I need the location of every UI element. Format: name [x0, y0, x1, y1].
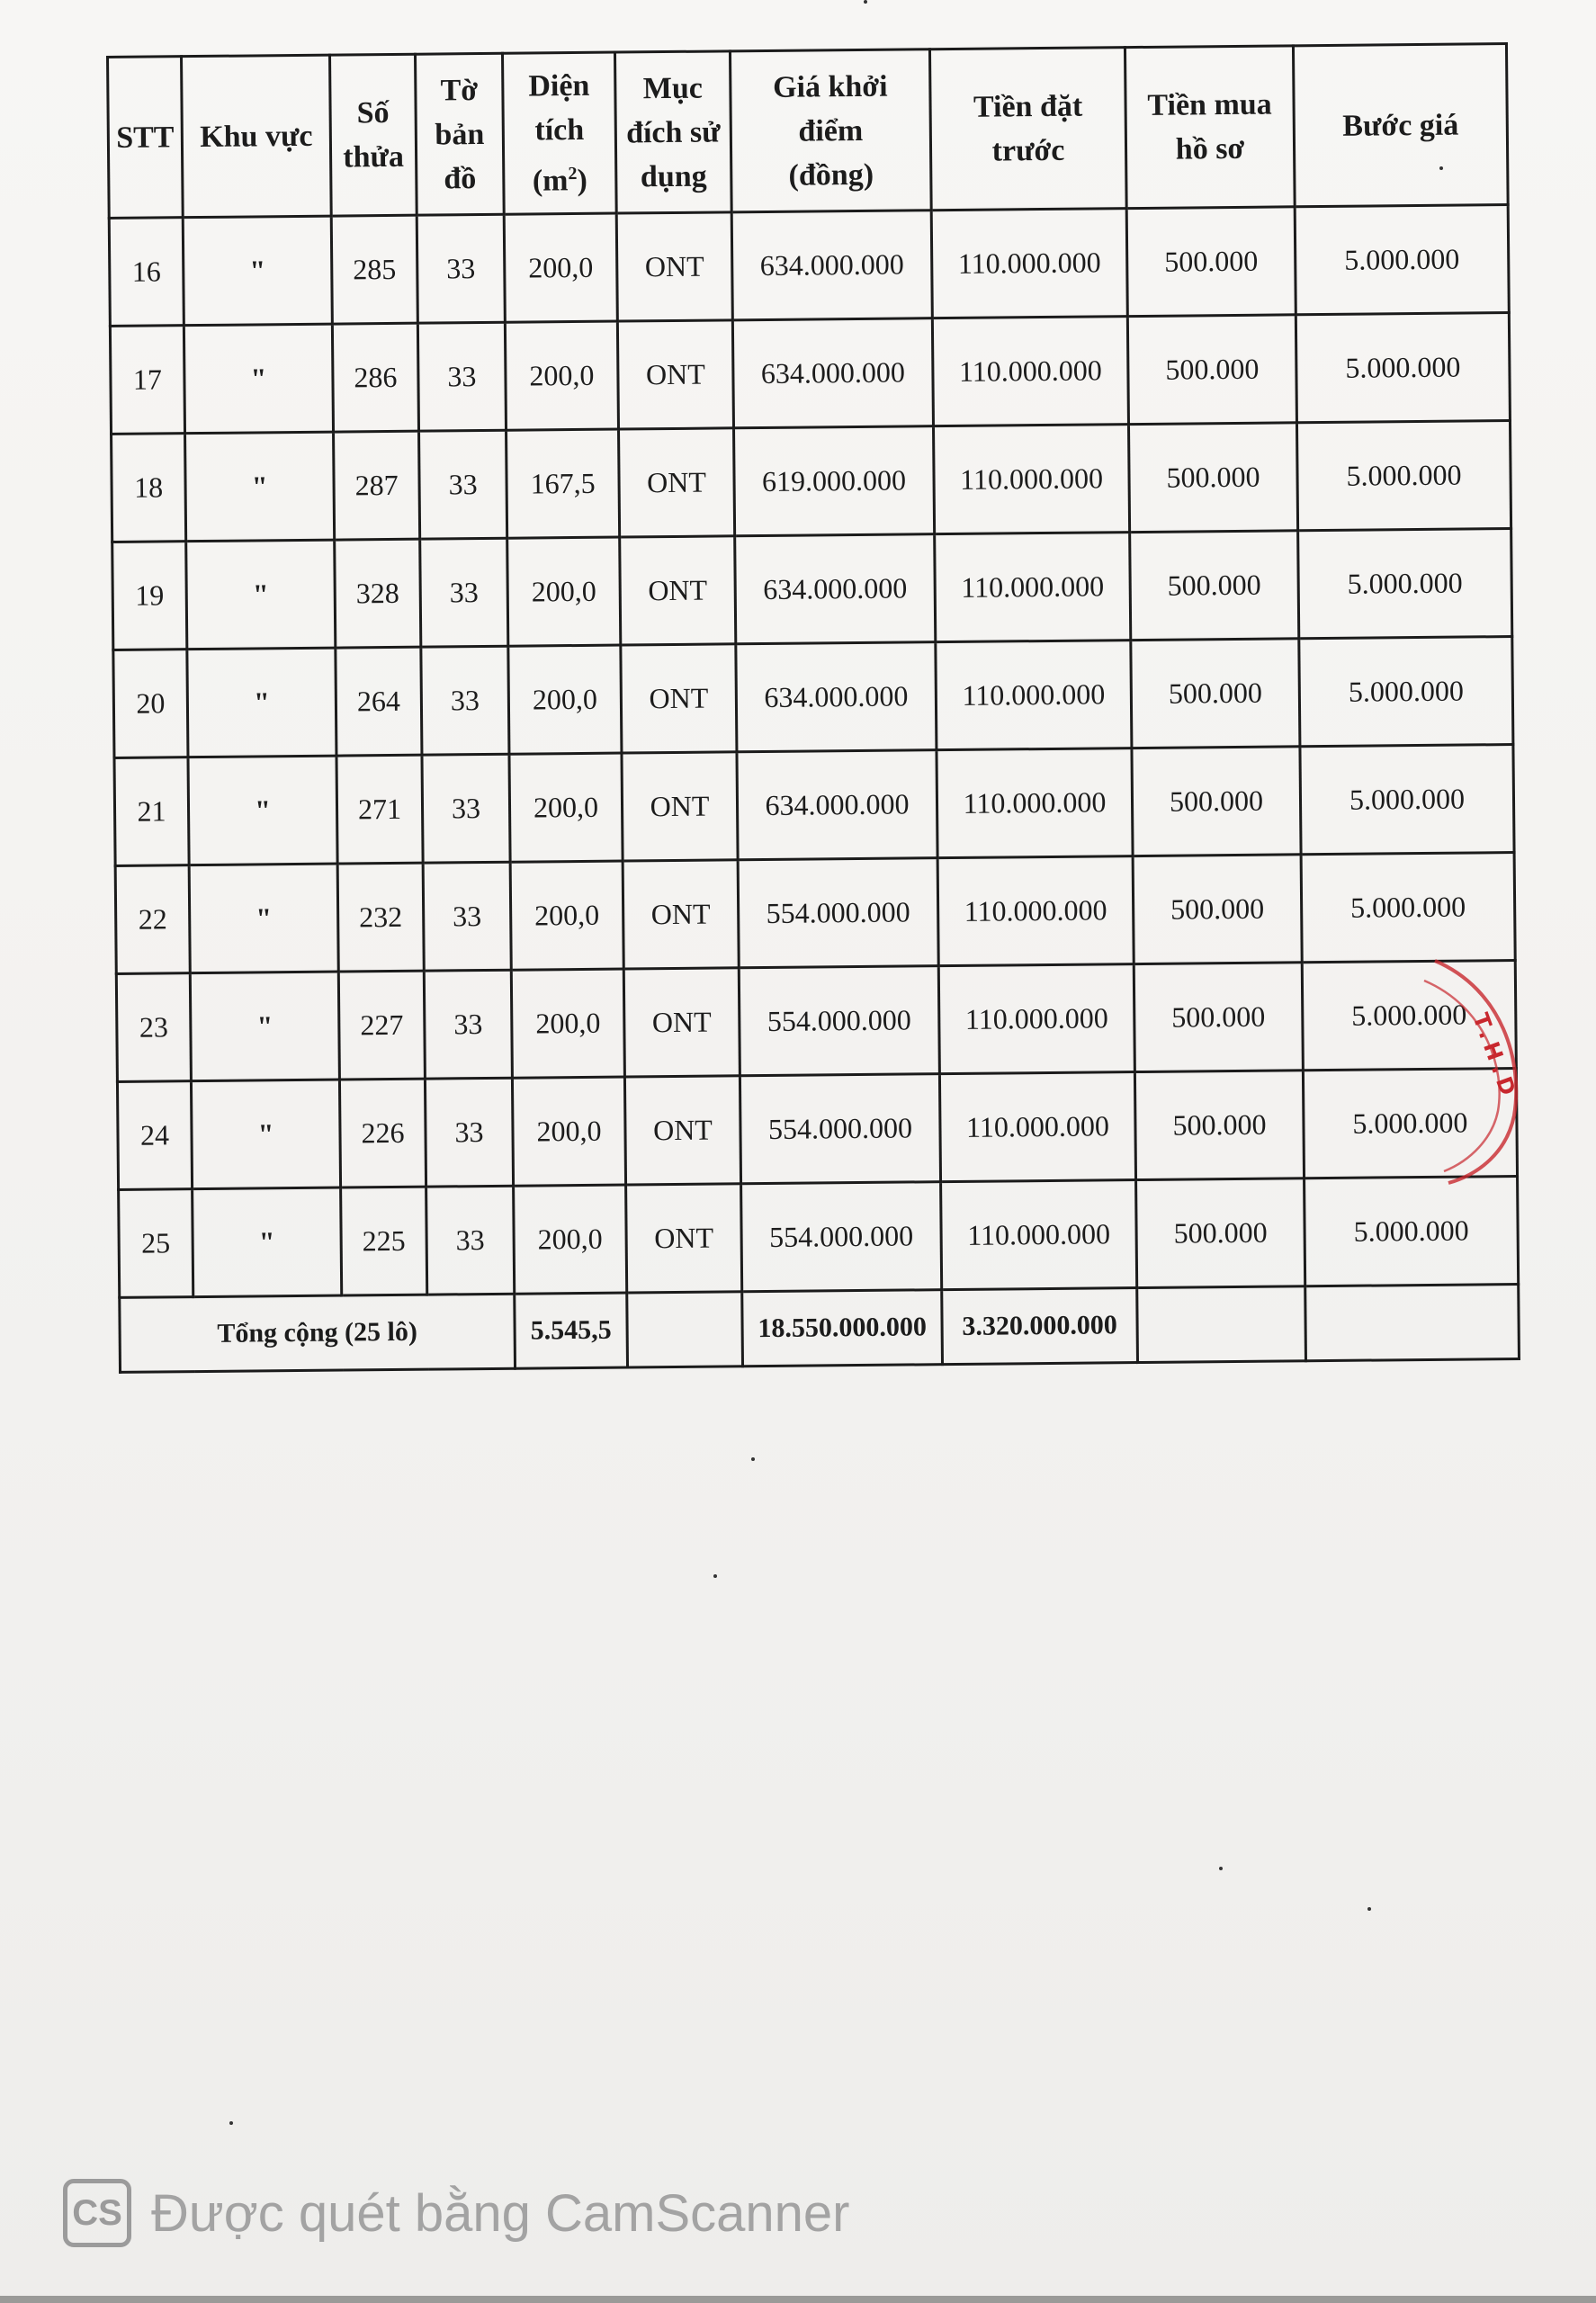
- cell-tien-mua-ho-so: 500.000: [1134, 1071, 1304, 1180]
- cell-buoc-gia: 5.000.000: [1299, 637, 1513, 747]
- cell-dien-tich: 200,0: [509, 753, 623, 862]
- cell-gia-khoi-diem: 634.000.000: [732, 318, 933, 428]
- cell-buoc-gia: 5.000.000: [1302, 961, 1516, 1071]
- table-row: [119, 1177, 1519, 1298]
- cell-stt: 17: [110, 326, 184, 435]
- cell-khu-vuc: ": [191, 1080, 340, 1189]
- cell-muc-dich: ONT: [616, 212, 732, 321]
- cell-tien-dat-truoc: 110.000.000: [932, 317, 1128, 426]
- total-buoc-gia-empty: [1305, 1284, 1520, 1360]
- total-label: Tổng cộng (25 lô): [120, 1294, 516, 1372]
- table-row: [117, 1069, 1517, 1190]
- cell-buoc-gia: 5.000.000: [1295, 205, 1509, 315]
- cell-so-thua: 271: [336, 755, 423, 864]
- cell-dien-tich: 200,0: [512, 1077, 625, 1186]
- cell-dien-tich: 200,0: [511, 969, 624, 1078]
- cell-to-ban-do: 33: [421, 646, 509, 755]
- cell-muc-dich: ONT: [626, 1184, 742, 1293]
- total-row: [120, 1284, 1520, 1372]
- cell-dien-tich: 200,0: [514, 1185, 627, 1294]
- cell-gia-khoi-diem: 634.000.000: [735, 534, 936, 644]
- auction-table-container: [106, 42, 1518, 1374]
- cell-stt: 21: [114, 757, 189, 866]
- cell-so-thua: 225: [341, 1187, 427, 1295]
- cell-tien-dat-truoc: 110.000.000: [938, 964, 1134, 1074]
- cell-gia-khoi-diem: 634.000.000: [737, 750, 937, 860]
- cell-so-thua: 226: [339, 1079, 426, 1187]
- cell-so-thua: 227: [338, 971, 425, 1080]
- cell-to-ban-do: 33: [420, 538, 508, 647]
- table-row: [109, 205, 1509, 327]
- cell-so-thua: 285: [331, 215, 417, 324]
- header-muc-dich: Mục đích sử dụng: [614, 51, 731, 213]
- table-row: [112, 529, 1512, 650]
- cell-gia-khoi-diem: 634.000.000: [736, 642, 937, 752]
- header-gia-khoi-diem: Giá khởi điểm (đồng): [730, 49, 931, 212]
- cell-muc-dich: ONT: [620, 536, 736, 645]
- scan-speck: [229, 2121, 233, 2125]
- cell-tien-dat-truoc: 110.000.000: [939, 1072, 1135, 1182]
- cell-tien-mua-ho-so: 500.000: [1132, 747, 1301, 856]
- cell-stt: 23: [116, 973, 191, 1082]
- table-body: [109, 205, 1518, 1298]
- scan-speck: [1439, 166, 1443, 170]
- cell-tien-dat-truoc: 110.000.000: [935, 533, 1131, 642]
- cell-stt: 19: [112, 542, 187, 650]
- table-row: [113, 637, 1513, 758]
- cell-buoc-gia: 5.000.000: [1305, 1177, 1519, 1286]
- cell-muc-dich: ONT: [617, 320, 733, 429]
- cell-gia-khoi-diem: 554.000.000: [740, 1074, 940, 1184]
- cell-khu-vuc: ": [183, 216, 332, 326]
- table-row: [112, 421, 1511, 542]
- cell-khu-vuc: ": [190, 972, 339, 1081]
- cell-gia-khoi-diem: 554.000.000: [741, 1182, 942, 1292]
- cell-so-thua: 328: [335, 539, 421, 648]
- cell-stt: 18: [112, 434, 186, 542]
- cell-dien-tich: 200,0: [508, 645, 622, 754]
- cell-so-thua: 232: [337, 863, 424, 972]
- cell-so-thua: 264: [336, 647, 422, 756]
- scan-speck: [1367, 1907, 1371, 1911]
- cell-tien-dat-truoc: 110.000.000: [941, 1180, 1137, 1290]
- cell-khu-vuc: ": [186, 540, 336, 650]
- cell-tien-dat-truoc: 110.000.000: [931, 209, 1127, 318]
- cell-muc-dich: ONT: [621, 644, 737, 753]
- scan-speck: [1219, 1867, 1223, 1870]
- camscanner-text: Được quét bằng CamScanner: [151, 2183, 850, 2243]
- cell-muc-dich: ONT: [623, 860, 739, 969]
- header-tien-dat-truoc: Tiền đặt trước: [929, 48, 1126, 211]
- stamp-lettering: T.H.D: [1467, 1009, 1523, 1104]
- cell-khu-vuc: ": [193, 1187, 342, 1297]
- cell-buoc-gia: 5.000.000: [1296, 421, 1511, 531]
- cell-to-ban-do: 33: [425, 1078, 513, 1187]
- cell-tien-mua-ho-so: 500.000: [1131, 639, 1300, 748]
- cell-tien-mua-ho-so: 500.000: [1134, 963, 1303, 1072]
- header-buoc-gia: Bước giá: [1293, 44, 1508, 207]
- cell-dien-tich: 200,0: [510, 861, 623, 970]
- table-row: [115, 853, 1515, 974]
- header-khu-vuc: Khu vực: [182, 55, 332, 218]
- cell-stt: 22: [115, 865, 190, 974]
- total-muc-dich-empty: [627, 1292, 743, 1367]
- cell-dien-tich: 200,0: [504, 213, 617, 322]
- cell-so-thua: 286: [332, 323, 418, 432]
- cell-to-ban-do: 33: [417, 214, 505, 323]
- cell-khu-vuc: ": [187, 648, 336, 757]
- scan-speck: [713, 1574, 717, 1578]
- scan-speck: [751, 1457, 755, 1461]
- header-tien-mua-ho-so: Tiền mua hồ sơ: [1125, 46, 1295, 209]
- cell-gia-khoi-diem: 634.000.000: [731, 211, 932, 320]
- cell-muc-dich: ONT: [624, 1076, 740, 1185]
- cell-buoc-gia: 5.000.000: [1301, 853, 1515, 963]
- cell-stt: 24: [117, 1081, 192, 1190]
- header-so-thua: Số thửa: [330, 54, 417, 216]
- cell-tien-dat-truoc: 110.000.000: [936, 641, 1132, 750]
- cell-dien-tich: 200,0: [505, 321, 618, 430]
- table-row: [110, 313, 1510, 435]
- cell-stt: 25: [119, 1189, 193, 1298]
- cell-dien-tich: 200,0: [507, 537, 621, 646]
- cell-khu-vuc: ": [184, 324, 333, 434]
- cell-muc-dich: ONT: [622, 752, 738, 861]
- total-dien-tich: 5.545,5: [515, 1293, 628, 1368]
- cell-so-thua: 287: [334, 431, 420, 540]
- cell-to-ban-do: 33: [423, 862, 511, 971]
- cell-buoc-gia: 5.000.000: [1296, 313, 1510, 423]
- cell-tien-dat-truoc: 110.000.000: [937, 856, 1134, 966]
- cell-to-ban-do: 33: [422, 754, 510, 863]
- cell-to-ban-do: 33: [417, 322, 506, 431]
- camscanner-logo-icon: CS: [63, 2179, 131, 2247]
- cell-to-ban-do: 33: [426, 1186, 515, 1295]
- cell-tien-mua-ho-so: 500.000: [1126, 207, 1296, 317]
- cell-gia-khoi-diem: 619.000.000: [734, 426, 935, 536]
- total-tien-mua-ho-so-empty: [1137, 1286, 1306, 1363]
- auction-lot-table: [106, 42, 1523, 1374]
- table-row: [116, 961, 1516, 1082]
- cell-tien-mua-ho-so: 500.000: [1133, 855, 1302, 964]
- cell-tien-mua-ho-so: 500.000: [1130, 531, 1299, 641]
- cell-gia-khoi-diem: 554.000.000: [738, 858, 938, 968]
- header-dien-tich: Diện tích $(m^2)$: [502, 52, 616, 214]
- cell-khu-vuc: ": [189, 864, 338, 973]
- cell-tien-mua-ho-so: 500.000: [1127, 315, 1296, 425]
- cell-buoc-gia: 5.000.000: [1298, 529, 1512, 639]
- total-gia-khoi-diem: 18.550.000.000: [742, 1290, 943, 1367]
- cell-stt: 20: [113, 650, 188, 758]
- camscanner-watermark: [63, 2177, 850, 2249]
- cell-tien-dat-truoc: 110.000.000: [933, 425, 1129, 534]
- cell-tien-mua-ho-so: 500.000: [1128, 423, 1297, 533]
- cell-to-ban-do: 33: [424, 970, 512, 1079]
- cell-khu-vuc: ": [185, 432, 335, 542]
- cell-tien-mua-ho-so: 500.000: [1136, 1178, 1305, 1288]
- header-stt: STT: [108, 57, 184, 219]
- cell-stt: 16: [109, 218, 184, 327]
- cell-dien-tich: 167,5: [507, 429, 620, 538]
- cell-khu-vuc: ": [188, 756, 337, 865]
- cell-gia-khoi-diem: 554.000.000: [739, 966, 939, 1076]
- scan-speck: [864, 0, 867, 4]
- cell-buoc-gia: 5.000.000: [1300, 745, 1514, 855]
- total-tien-dat-truoc: 3.320.000.000: [942, 1288, 1138, 1365]
- cell-to-ban-do: 33: [419, 430, 507, 539]
- cell-tien-dat-truoc: 110.000.000: [937, 748, 1133, 858]
- header-row: [108, 44, 1509, 219]
- scan-bottom-edge: [0, 2296, 1596, 2303]
- cell-muc-dich: ONT: [623, 968, 740, 1077]
- table-row: [114, 745, 1514, 866]
- cell-buoc-gia: 5.000.000: [1303, 1069, 1517, 1178]
- cell-muc-dich: ONT: [619, 428, 735, 537]
- header-to-ban-do: Tờ bản đồ: [415, 53, 504, 215]
